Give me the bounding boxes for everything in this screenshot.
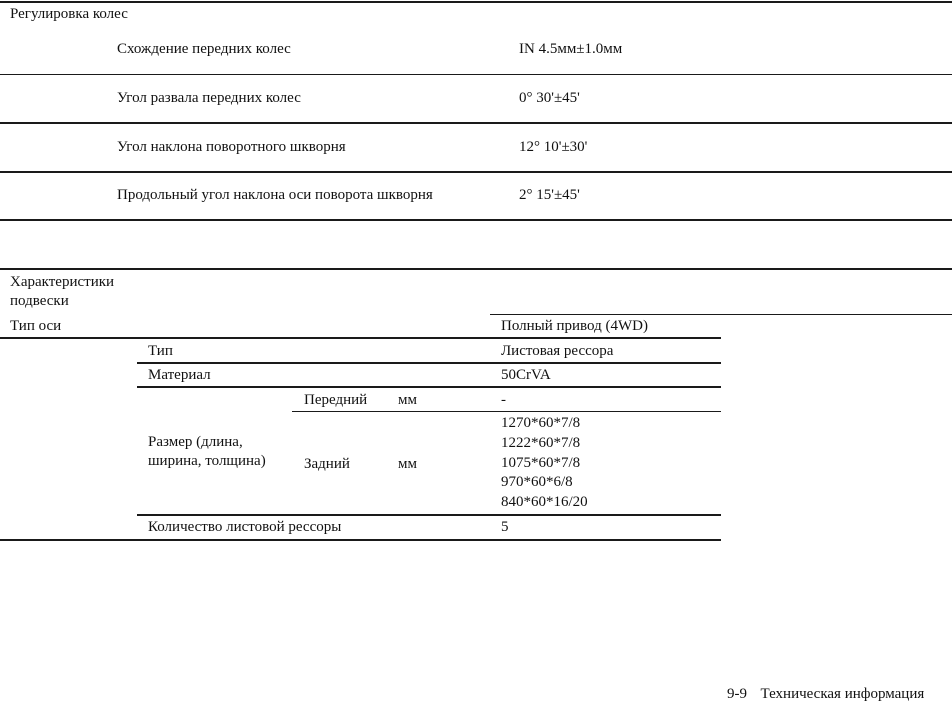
row-divider: [0, 122, 952, 124]
front-unit: мм: [398, 392, 417, 408]
table-bottom-border: [0, 539, 721, 541]
camber-label: Угол развала передних колес: [117, 90, 301, 106]
kingpin-inclination-label: Угол наклона поворотного шкворня: [117, 139, 346, 155]
leaf-count-value: 5: [501, 519, 509, 535]
table-top-border: [0, 1, 952, 3]
type-value: Листовая рессора: [501, 343, 614, 359]
suspension-title-line1: Характеристики: [10, 274, 115, 290]
front-value: -: [501, 392, 506, 408]
page-number: 9-9: [727, 686, 747, 702]
table-bottom-border: [0, 219, 952, 221]
table-top-border: [0, 268, 952, 270]
row-divider: [137, 514, 721, 516]
leaf-count-label: Количество листовой рессоры: [148, 519, 342, 535]
axle-type-value: Полный привод (4WD): [501, 318, 648, 334]
kingpin-inclination-value: 12° 10'±30': [519, 139, 588, 155]
row-divider: [292, 411, 721, 412]
rear-value-2: 1222*60*7/8: [501, 435, 581, 451]
caster-label: Продольный угол наклона оси поворота шкворня: [117, 187, 433, 203]
row-divider: [0, 74, 952, 75]
row-divider: [0, 171, 952, 173]
wheel-alignment-title: Регулировка колес: [10, 6, 128, 22]
suspension-title-line2: подвески: [10, 293, 69, 309]
rear-label: Задний: [304, 456, 350, 472]
material-label: Материал: [148, 367, 211, 383]
type-label: Тип: [148, 343, 173, 359]
axle-type-label: Тип оси: [10, 318, 62, 334]
size-label-line2: ширина, толщина): [148, 453, 266, 469]
front-label: Передний: [304, 392, 368, 408]
axle-header-line: [490, 314, 952, 315]
camber-value: 0° 30'±45': [519, 90, 580, 106]
rear-value-4: 970*60*6/8: [501, 474, 573, 490]
rear-value-3: 1075*60*7/8: [501, 455, 581, 471]
row-divider: [0, 337, 721, 339]
section-title: Техническая информация: [760, 686, 925, 702]
rear-value-5: 840*60*16/20: [501, 494, 588, 510]
page-footer: [727, 685, 924, 703]
toe-in-value: IN 4.5мм±1.0мм: [519, 41, 623, 57]
rear-unit: мм: [398, 456, 417, 472]
caster-value: 2° 15'±45': [519, 187, 580, 203]
rear-value-1: 1270*60*7/8: [501, 415, 581, 431]
material-value: 50CrVA: [501, 367, 551, 383]
row-divider: [137, 362, 721, 364]
toe-in-label: Схождение передних колес: [117, 41, 291, 57]
size-label-line1: Размер (длина,: [148, 434, 243, 450]
row-divider: [137, 386, 721, 388]
